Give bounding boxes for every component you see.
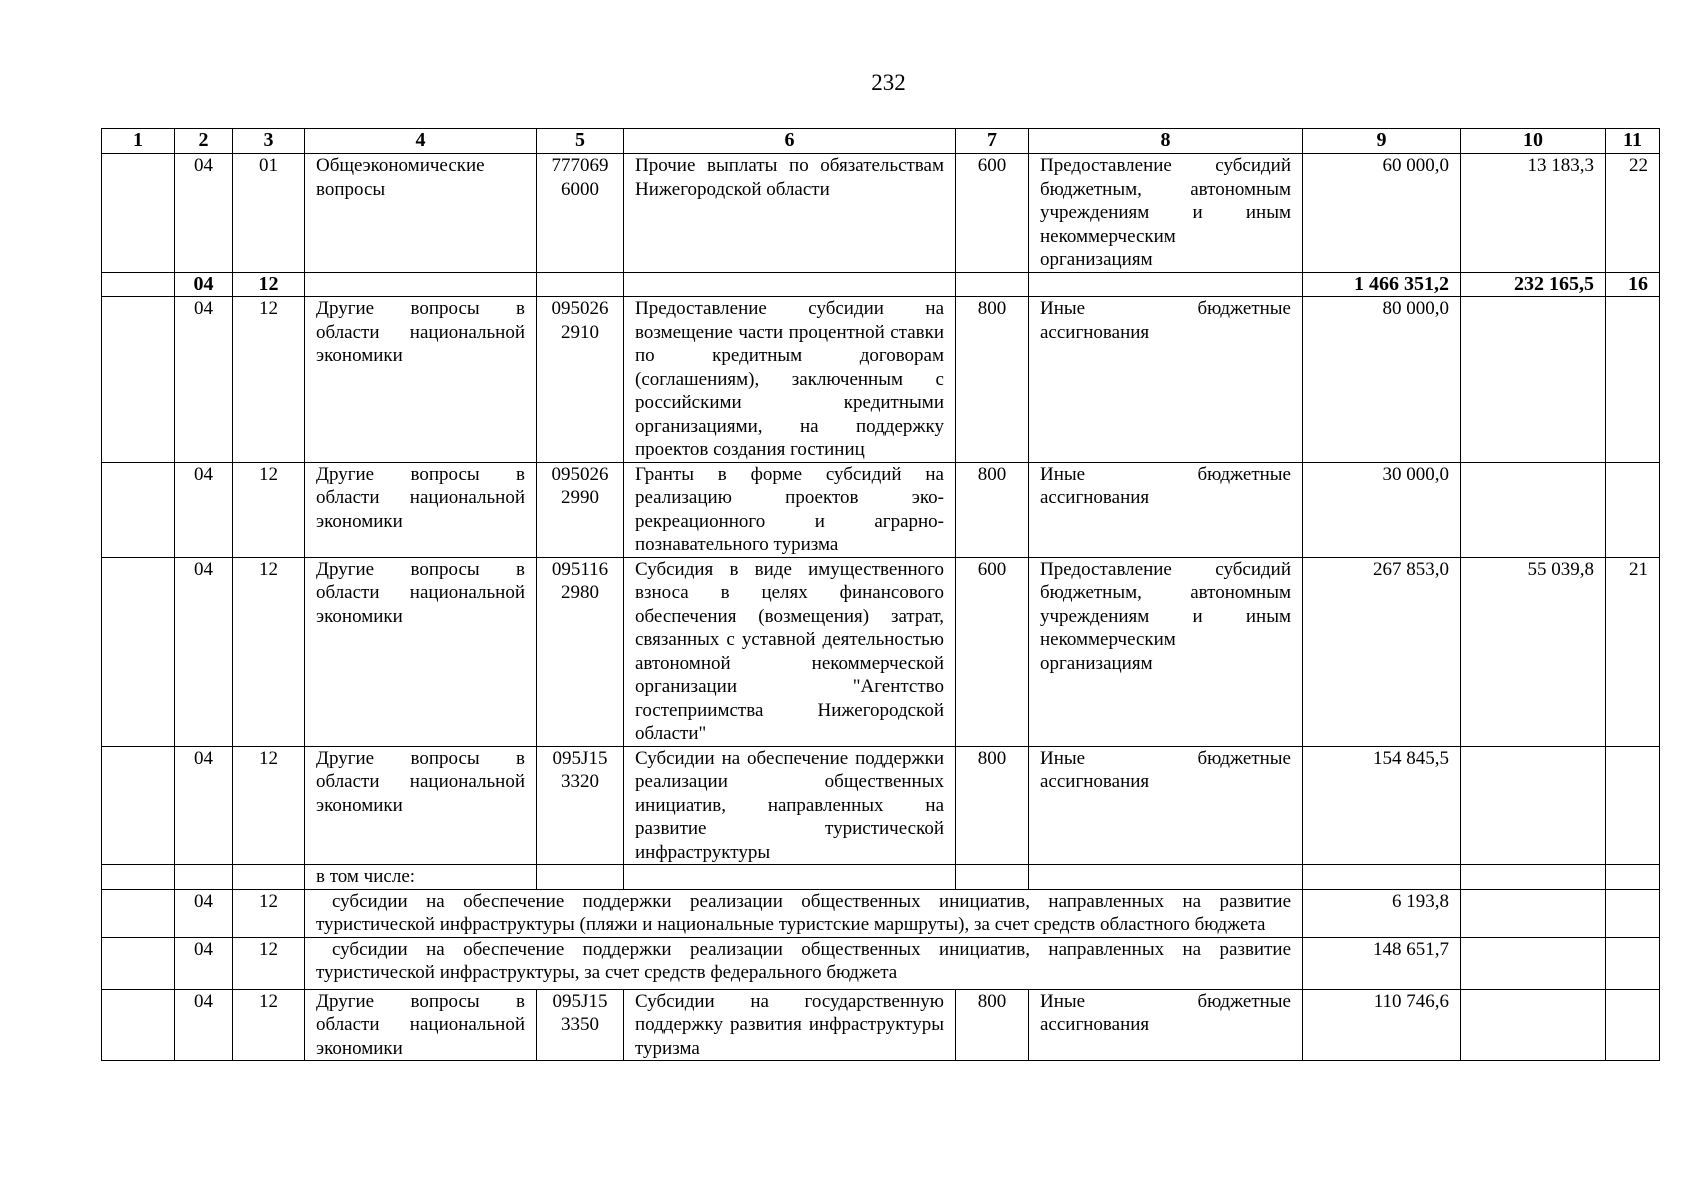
subtotal-row [102,272,1660,297]
cell-empty [1606,937,1660,989]
cell-subsection: 12 [233,297,305,463]
cell-subsection: 12 [233,989,305,1061]
cell-empty [624,272,956,297]
cell-empty [102,865,175,890]
cell-name: Другие вопросы в области национальной экономики [305,462,537,557]
column-header: 4 [305,129,537,154]
cell-amount: 6 193,8 [1303,889,1461,937]
cell-subsection: 12 [233,937,305,989]
cell-expense-type: 800 [956,989,1029,1061]
cell-amount: 1 466 351,2 [1303,272,1461,297]
cell-empty [102,297,175,463]
cell-expense-type: 600 [956,154,1029,273]
cell-amount-2: 13 183,3 [1461,154,1606,273]
cell-expense-type: 800 [956,297,1029,463]
cell-empty [102,462,175,557]
cell-subsection: 01 [233,154,305,273]
table-row [102,297,1660,463]
cell-empty [1303,865,1461,890]
cell-percent: 22 [1606,154,1660,273]
cell-description: Предоставление субсидии на возмещение части процентной ставки по кредитным договорам (соглашениям), заключенным с российскими кредитными организациями, на поддержку проектов создания гостиниц [624,297,956,463]
cell-amount-2: 232 165,5 [1461,272,1606,297]
cell-target-code: 095J15 3350 [537,989,624,1061]
cell-amount: 267 853,0 [1303,557,1461,746]
cell-section: 04 [175,297,233,463]
cell-description: Гранты в форме субсидий на реализацию проектов эко-рекреационного и аграрно-познавательного туризма [624,462,956,557]
cell-empty [956,272,1029,297]
detail-text: субсидии на обеспечение поддержки реализации общественных инициатив, направленных на развитие туристической инфраструктуры, за счет средств федерального бюджета [316,938,1291,983]
table-row [102,462,1660,557]
page-number: 232 [871,70,906,95]
cell-target-code: 095116 2980 [537,557,624,746]
cell-including-label: в том числе: [305,865,537,890]
cell-subsection: 12 [233,557,305,746]
cell-empty [233,865,305,890]
cell-empty [1461,746,1606,865]
cell-expense-type: 600 [956,557,1029,746]
cell-amount: 30 000,0 [1303,462,1461,557]
column-header: 5 [537,129,624,154]
cell-target-code: 095026 2990 [537,462,624,557]
cell-subsection: 12 [233,746,305,865]
column-header: 3 [233,129,305,154]
cell-empty [102,889,175,937]
cell-expense-name: Иные бюджетные ассигнования [1029,746,1303,865]
cell-empty [1029,865,1303,890]
detail-row [102,937,1660,989]
table-row [102,746,1660,865]
cell-empty [537,272,624,297]
cell-empty [1606,462,1660,557]
cell-section: 04 [175,272,233,297]
cell-detail-text [305,937,1303,989]
cell-description: Субсидия в виде имущественного взноса в целях финансового обеспечения (возмещения) затрат, связанных с уставной деятельностью автономной некоммерческой организации "Агентство гостеприимства Нижегородской области" [624,557,956,746]
column-header: 7 [956,129,1029,154]
column-header: 8 [1029,129,1303,154]
header-row [102,129,1660,154]
cell-name: Общеэкономические вопросы [305,154,537,273]
cell-subsection: 12 [233,889,305,937]
cell-empty [1461,297,1606,463]
cell-section: 04 [175,462,233,557]
cell-empty [102,272,175,297]
cell-expense-type: 800 [956,462,1029,557]
cell-amount: 60 000,0 [1303,154,1461,273]
table-row [102,557,1660,746]
cell-empty [1029,272,1303,297]
table-row [102,989,1660,1061]
column-header: 10 [1461,129,1606,154]
cell-amount: 110 746,6 [1303,989,1461,1061]
cell-section: 04 [175,154,233,273]
column-header: 6 [624,129,956,154]
cell-description: Субсидии на государственную поддержку развития инфраструктуры туризма [624,989,956,1061]
cell-empty [624,865,956,890]
column-header: 2 [175,129,233,154]
cell-detail-text [305,889,1303,937]
column-header: 1 [102,129,175,154]
cell-empty [305,272,537,297]
table-row [102,154,1660,273]
detail-row [102,889,1660,937]
cell-expense-type: 800 [956,746,1029,865]
including-row [102,865,1660,890]
cell-empty [175,865,233,890]
cell-empty [102,557,175,746]
cell-expense-name: Иные бюджетные ассигнования [1029,462,1303,557]
cell-section: 04 [175,557,233,746]
cell-description: Субсидии на обеспечение поддержки реализации общественных инициатив, направленных на развитие туристической инфраструктуры [624,746,956,865]
cell-empty [537,865,624,890]
cell-empty [102,154,175,273]
cell-subsection: 12 [233,272,305,297]
cell-empty [1606,297,1660,463]
cell-description: Прочие выплаты по обязательствам Нижегородской области [624,154,956,273]
column-header: 11 [1606,129,1660,154]
cell-name: Другие вопросы в области национальной экономики [305,297,537,463]
cell-percent: 21 [1606,557,1660,746]
cell-empty [1606,746,1660,865]
cell-section: 04 [175,746,233,865]
cell-section: 04 [175,937,233,989]
cell-amount: 148 651,7 [1303,937,1461,989]
cell-expense-name: Иные бюджетные ассигнования [1029,297,1303,463]
cell-empty [1461,989,1606,1061]
cell-subsection: 12 [233,462,305,557]
cell-empty [956,865,1029,890]
cell-target-code: 095J15 3320 [537,746,624,865]
cell-empty [1606,865,1660,890]
cell-empty [1461,889,1606,937]
cell-percent: 16 [1606,272,1660,297]
cell-empty [102,989,175,1061]
cell-expense-name: Иные бюджетные ассигнования [1029,989,1303,1061]
cell-empty [1461,462,1606,557]
cell-name: Другие вопросы в области национальной экономики [305,746,537,865]
cell-empty [1461,865,1606,890]
cell-amount: 154 845,5 [1303,746,1461,865]
cell-name: Другие вопросы в области национальной экономики [305,989,537,1061]
detail-text: субсидии на обеспечение поддержки реализации общественных инициатив, направленных на развитие туристической инфраструктуры (пляжи и национальные туристские маршруты), за счет средств областного бюджета [316,890,1291,935]
cell-section: 04 [175,889,233,937]
cell-target-code: 777069 6000 [537,154,624,273]
cell-empty [102,746,175,865]
cell-empty [102,937,175,989]
cell-amount-2: 55 039,8 [1461,557,1606,746]
cell-expense-name: Предоставление субсидий бюджетным, автономным учреждениям и иным некоммерческим организациям [1029,154,1303,273]
cell-section: 04 [175,989,233,1061]
cell-name: Другие вопросы в области национальной экономики [305,557,537,746]
budget-table [101,128,1660,1061]
column-header: 9 [1303,129,1461,154]
cell-empty [1606,889,1660,937]
cell-target-code: 095026 2910 [537,297,624,463]
cell-empty [1461,937,1606,989]
cell-empty [1606,989,1660,1061]
cell-amount: 80 000,0 [1303,297,1461,463]
cell-expense-name: Предоставление субсидий бюджетным, автономным учреждениям и иным некоммерческим организациям [1029,557,1303,746]
